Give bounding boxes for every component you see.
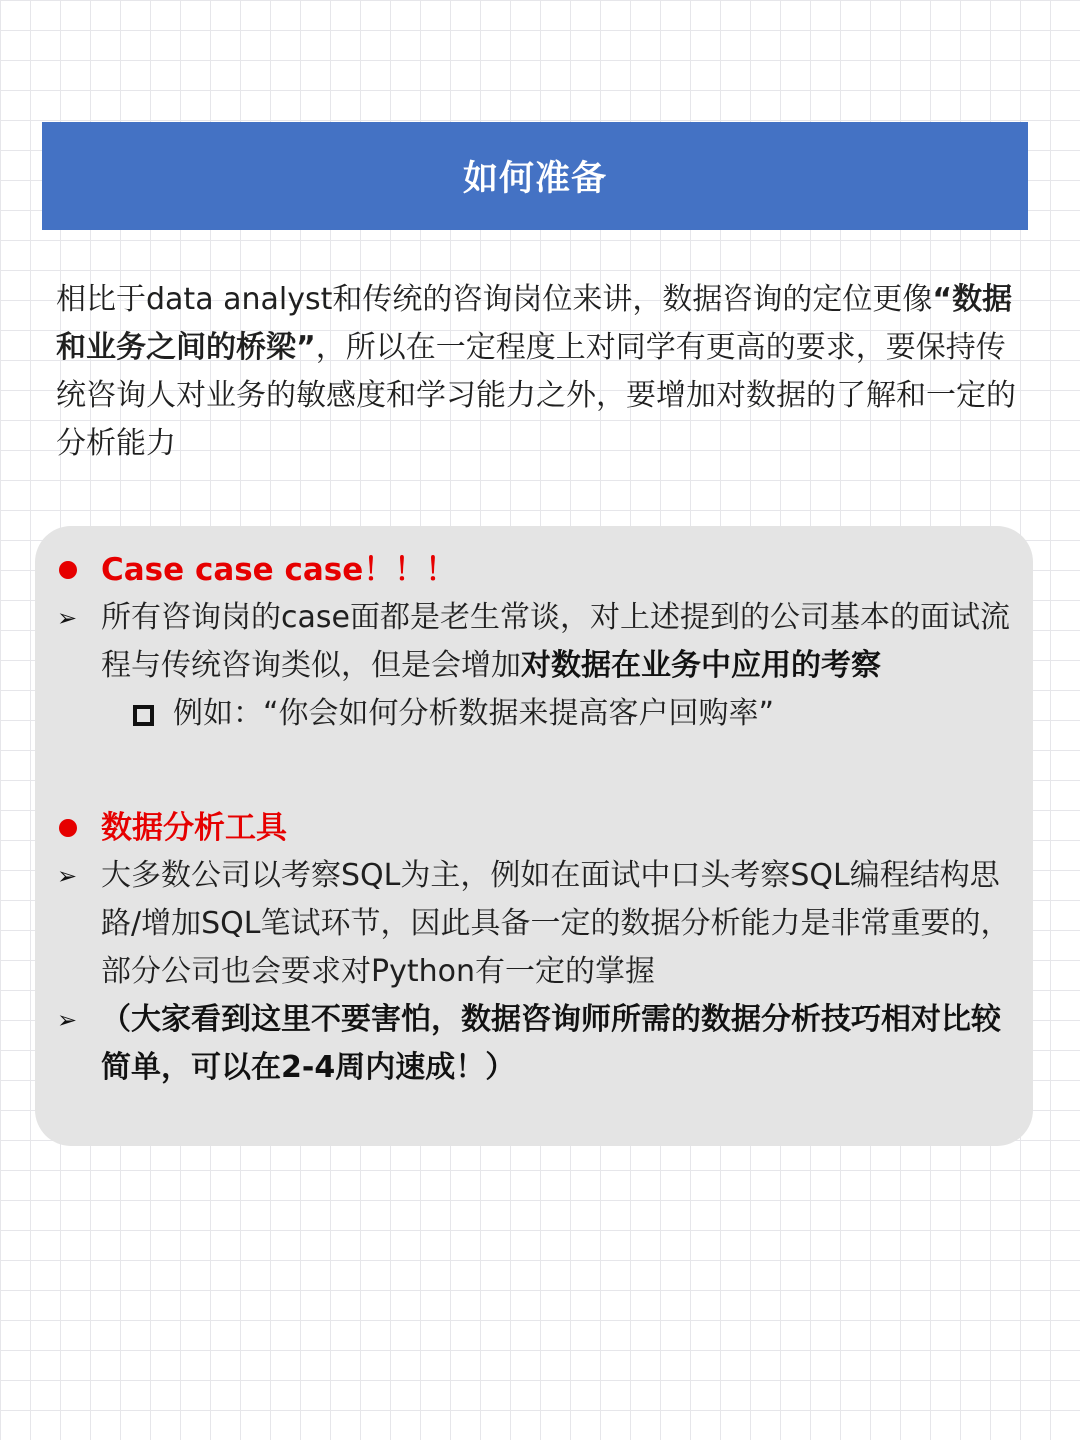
intro-highlight: “数据和业务之间的桥梁” <box>56 282 1013 365</box>
red-dot-icon <box>59 561 77 579</box>
sub-item-text: 例如：“你会如何分析数据来提高客户回购率” <box>173 696 775 731</box>
red-dot-icon <box>59 819 77 837</box>
intro-paragraph <box>56 276 1016 468</box>
title-banner <box>42 122 1028 230</box>
section-heading <box>35 804 1033 852</box>
section-heading <box>35 546 1033 594</box>
list-item-text: 大多数公司以考察SQL为主，例如在面试中口头考察SQL编程结构思路/增加SQL笔试环节，因此具备一定的数据分析能力是非常重要的，部分公司也会要求对Python有一定的掌握 <box>101 858 1011 989</box>
content-card <box>35 526 1033 1146</box>
list-item-bold: （大家看到这里不要害怕，数据咨询师所需的数据分析技巧相对比较简单，可以在2-4周内速成！） <box>101 1002 1001 1085</box>
section-case <box>35 546 1033 738</box>
list-item <box>35 594 1033 690</box>
arrow-right-icon: ➢ <box>57 604 78 632</box>
list-item-text: 所有咨询岗的case面都是老生常谈，对上述提到的公司基本的面试流程与传统咨询类似，但是会增加 <box>101 600 1010 683</box>
arrow-right-icon: ➢ <box>57 862 78 890</box>
intro-text-2: ，所以在一定程度上对同学有更高的要求，要保持传统咨询人对业务的敏感度和学习能力之外，要增加对数据的了解和一定的分析能力 <box>56 330 1016 461</box>
page-title: 如何准备 <box>462 159 607 199</box>
section-tools <box>35 804 1033 1092</box>
section-heading-text: Case case case！！！ <box>101 552 457 588</box>
sub-item <box>35 690 1033 738</box>
list-item <box>35 852 1033 996</box>
list-item-bold: 对数据在业务中应用的考察 <box>521 648 881 683</box>
section-heading-text: 数据分析工具 <box>101 810 287 846</box>
arrow-right-icon: ➢ <box>57 1006 78 1034</box>
hollow-square-icon <box>133 705 154 726</box>
intro-text-1: 相比于data analyst和传统的咨询岗位来讲，数据咨询的定位更像 <box>56 282 933 317</box>
list-item <box>35 996 1033 1092</box>
